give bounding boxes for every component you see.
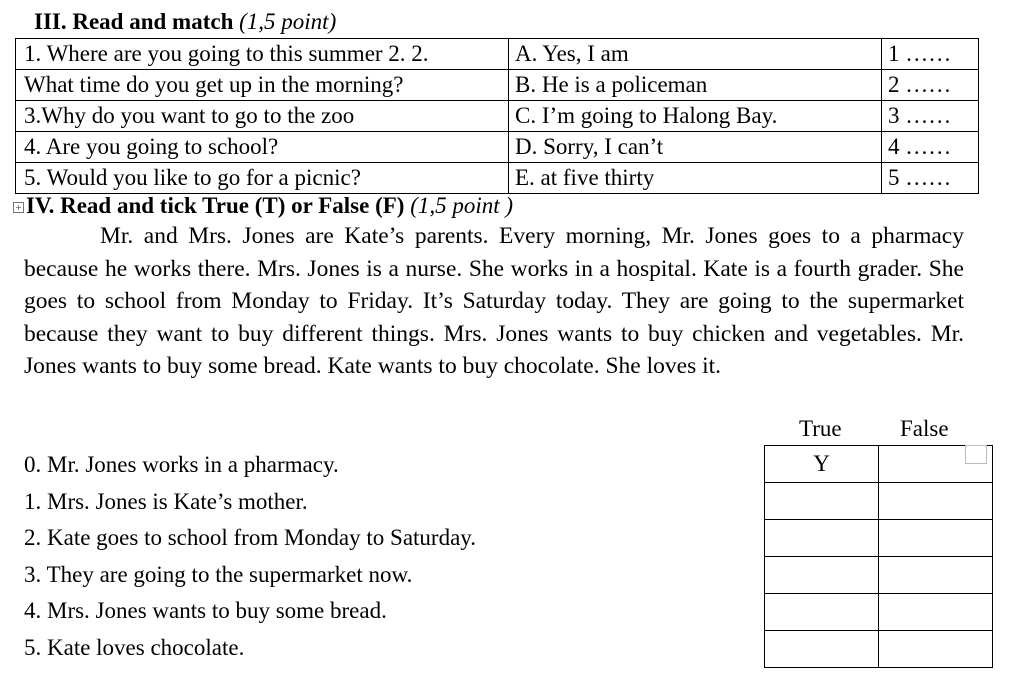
table-row [765, 594, 993, 631]
section4-points: (1,5 point ) [410, 193, 514, 218]
question-cell: What time do you get up in the morning? [16, 70, 509, 101]
false-cell[interactable] [879, 631, 993, 668]
section3-title: III. Read and match [34, 9, 234, 34]
question-cell: 3.Why do you want to go to the zoo [16, 101, 509, 132]
question-cell: 4. Are you going to school? [16, 132, 509, 163]
table-anchor-icon[interactable]: + [13, 202, 24, 213]
answer-cell: D. Sorry, I can’t [509, 132, 882, 163]
answer-cell: A. Yes, I am [509, 39, 882, 70]
true-cell[interactable] [765, 520, 879, 557]
section3-heading [34, 8, 336, 36]
true-column-header: True [799, 416, 842, 441]
answer-slot[interactable]: 4 …… [882, 132, 979, 163]
answer-cell: B. He is a policeman [509, 70, 882, 101]
true-cell[interactable] [765, 631, 879, 668]
statement-list [24, 450, 476, 669]
checkbox-icon[interactable] [965, 445, 987, 464]
answer-cell: E. at five thirty [509, 163, 882, 194]
table-row [16, 39, 979, 70]
reading-passage [24, 220, 964, 383]
clipped-previous-line [0, 0, 1024, 4]
answer-slot[interactable]: 5 …… [882, 163, 979, 194]
table-row [765, 483, 993, 520]
false-cell[interactable] [879, 483, 993, 520]
table-row [765, 520, 993, 557]
true-cell[interactable] [765, 594, 879, 631]
match-table [15, 38, 979, 194]
section4-title: IV. Read and tick True (T) or False (F) [26, 193, 405, 218]
answer-slot[interactable]: 3 …… [882, 101, 979, 132]
passage-text: Mr. and Mrs. Jones are Kate’s parents. Every morning, Mr. Jones goes to a pharmacy because he works there. Mrs. Jones is a nurse. She works in a hospital. Kate is a fourth grader. She goes to school from Monday to Friday. It’s Saturday today. They are going to the supermarket because they want to buy different things. Mrs. Jones wants to buy chicken and vegetables. Mr. Jones wants to buy some bread. Kate wants to buy chocolate. She loves it. [24, 223, 964, 379]
question-cell: 1. Where are you going to this summer 2. 2. [16, 39, 509, 70]
table-row [16, 132, 979, 163]
true-cell[interactable]: Y [765, 446, 879, 483]
false-cell[interactable] [879, 520, 993, 557]
table-row [765, 446, 993, 483]
section3-points: (1,5 point) [239, 9, 337, 34]
statement-item: 2. Kate goes to school from Monday to Saturday. [24, 525, 477, 550]
statement-item: 3. They are going to the supermarket now. [24, 561, 413, 587]
table-row [765, 631, 993, 668]
false-column-header: False [900, 416, 949, 441]
table-row [765, 557, 993, 594]
section4-heading [13, 191, 513, 221]
true-cell[interactable] [765, 483, 879, 520]
statement-item: 1. Mrs. Jones is Kate’s mother. [24, 488, 308, 514]
true-false-table [764, 445, 993, 668]
question-cell: 5. Would you like to go for a picnic? [16, 163, 509, 194]
table-row [16, 101, 979, 132]
false-cell[interactable] [879, 594, 993, 631]
false-cell[interactable] [879, 557, 993, 594]
statement-item: 0. Mr. Jones works in a pharmacy. [24, 452, 339, 477]
true-cell[interactable] [765, 557, 879, 594]
table-row [16, 163, 979, 194]
answer-slot[interactable]: 2 …… [882, 70, 979, 101]
statement-item: 4. Mrs. Jones wants to buy some bread. [24, 598, 387, 623]
answer-cell: C. I’m going to Halong Bay. [509, 101, 882, 132]
table-row [16, 70, 979, 101]
statement-item: 5. Kate loves chocolate. [24, 634, 245, 660]
answer-slot[interactable]: 1 …… [882, 39, 979, 70]
clipped-next-line [0, 662, 400, 673]
